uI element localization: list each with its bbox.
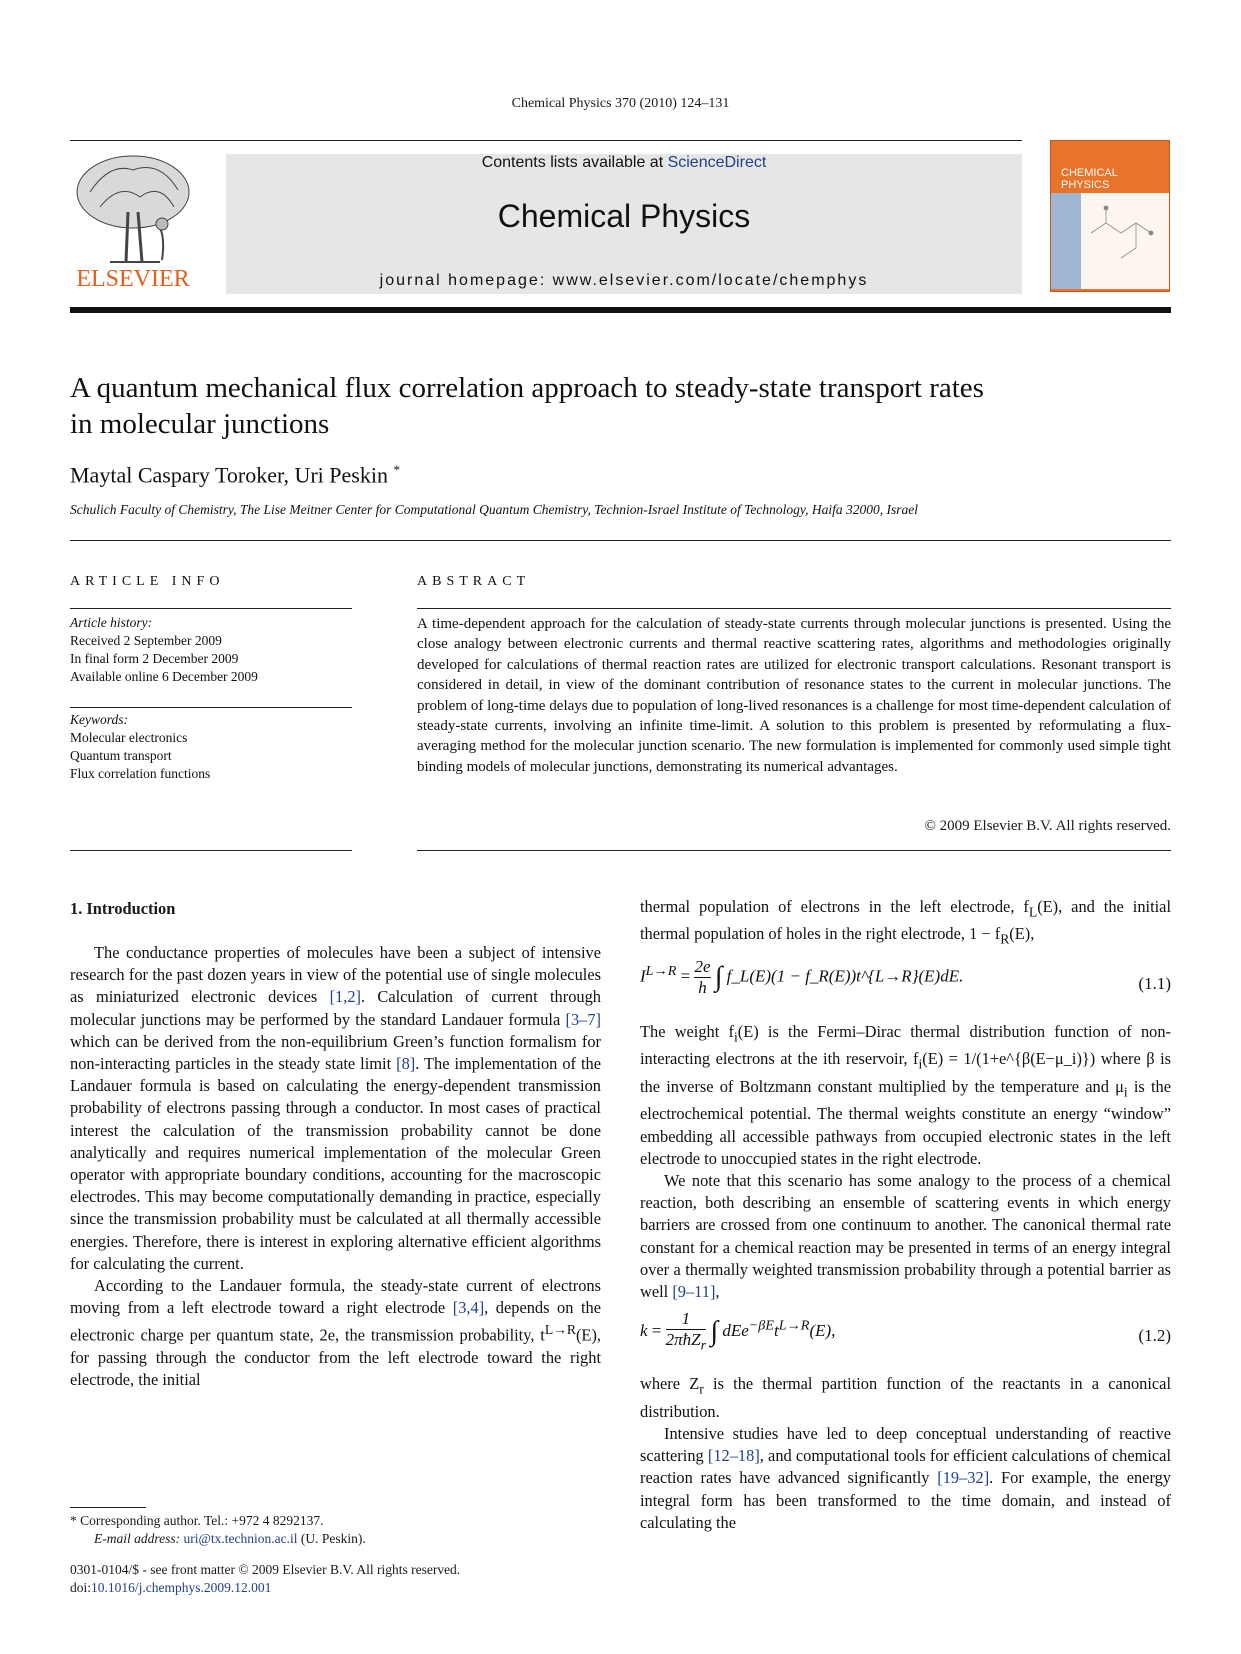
keywords-label: Keywords: [70, 712, 128, 727]
contents-prefix: Contents lists available at [481, 154, 668, 171]
footnote: * Corresponding author. Tel.: +972 4 8292137. E-mail address: uri@tx.technion.ac.il (U. Peskin). [70, 1513, 366, 1546]
keywords [70, 711, 210, 783]
keywords-rule [70, 707, 352, 708]
right-paragraph-0: thermal population of electrons in the left electrode, $f_L(E)$, and the initial thermal population of holes in the right electrode, $1 - f_R(E)$, [640, 897, 1172, 947]
history-label: Article history: [70, 615, 153, 630]
header-thick-rule [70, 307, 1171, 313]
citation-link[interactable]: [3,4] [452, 1298, 485, 1318]
history-item: In final form 2 December 2009 [70, 651, 239, 666]
cover-title: CHEMICAL PHYSICS [1061, 167, 1118, 191]
citation-link[interactable]: [3–7] [565, 1009, 601, 1029]
footnote-rule [70, 1507, 146, 1508]
cover-graphic-panel [1081, 193, 1169, 289]
equation-number: (1.1) [1138, 973, 1171, 993]
doi-link[interactable]: 10.1016/j.chemphys.2009.12.001 [91, 1580, 272, 1595]
article-title: A quantum mechanical flux correlation approach to steady-state transport rates in molecular junctions [70, 372, 984, 440]
citation-link[interactable]: [12–18] [707, 1446, 760, 1466]
right-paragraph-4: Intensive studies have led to deep conceptual understanding of reactive scattering [12–18], and computational tools for efficient calculations of chemical reaction rates have advanced significantly [19–32]. For example, the energy integral form has been transformed to the time domain, and instead of calculating the [640, 1423, 1172, 1532]
citation-link[interactable]: [8] [396, 1054, 416, 1074]
abstract-bottom-rule [417, 850, 1171, 851]
left-column [70, 942, 601, 1392]
keyword-item: Flux correlation functions [70, 766, 211, 781]
sciencedirect-link[interactable]: ScienceDirect [667, 154, 767, 171]
intro-paragraph-1: The conductance properties of molecules have been a subject of intensive research for the past dozen years in view of the potential use of single molecules as miniaturized electronic devices [1,2]. Calculation of current through molecular junctions may be performed by the standard Landauer formula [3–7] which can be derived from the non-equilibrium Green’s function formalism for non-interacting particles in the steady state limit [8]. The implementation of the Landauer formula is based on calculating the energy-dependent transmission probability of electrons passing through a conductor. In most cases of practical interest the calculation of the transmission probability cannot be done analytically and requires numerical implementation of the molecular Green operator with appropriate boundary conditions, accounting for the macroscopic electrodes. This may become computationally demanding in practice, especially since the transmission probability must be calculated at all thermally accessible energies. Therefore, there is interest in exploring alternative efficient algorithms for calculating the current. [70, 943, 601, 1273]
elsevier-wordmark: ELSEVIER [76, 266, 190, 292]
keyword-item: Molecular electronics [70, 730, 188, 745]
journal-homepage[interactable]: journal homepage: www.elsevier.com/locate/chemphys [379, 272, 869, 289]
contents-line [226, 154, 1022, 172]
article-info-heading: ARTICLE INFO [70, 574, 225, 589]
affiliation: Schulich Faculty of Chemistry, The Lise Meitner Center for Computational Quantum Chemistry, Technion-Israel Institute of Technology, Haifa 32000, Israel [70, 502, 918, 517]
keyword-item: Quantum transport [70, 748, 172, 763]
equation-1-1 [640, 951, 1171, 1021]
right-paragraph-2: We note that this scenario has some analogy to the process of a chemical reaction, both describing an ensemble of scattering events in which energy barriers are crossed from one continuum to another. The canonical thermal rate constant for a chemical reaction may be presented in terms of an energy integral over a thermally weighted transmission probability through a potential barrier as well [9–11], [640, 1171, 1171, 1302]
issn-footer [70, 1561, 460, 1597]
article-history [70, 614, 258, 686]
abstract-top-rule [417, 608, 1171, 609]
doi-line: doi:10.1016/j.chemphys.2009.12.001 [70, 1580, 272, 1595]
corresponding-author-mark[interactable]: * [393, 462, 400, 477]
equation-1-2 [640, 1303, 1171, 1373]
intro-paragraph-2: According to the Landauer formula, the steady-state current of electrons moving from a left electrode toward a right electrode [3,4], depends on the electronic charge per quantum state, 2e, the transmission probability, $t^{L\to R}(E)$, for passing through the conductor from the left electrode toward the right electrode, the initial [70, 1276, 601, 1390]
issn-line: 0301-0104/$ - see front matter © 2009 Elsevier B.V. All rights reserved. [70, 1562, 461, 1577]
equation-number: (1.2) [1138, 1326, 1171, 1346]
article-info-rule [70, 608, 352, 609]
journal-cover-thumbnail [1050, 140, 1170, 292]
right-column [640, 896, 1171, 1534]
equation-1-1-body: $I^{L\to R}$ = $\frac{2e}{h}$ ∫ f_L(E)(1 − f_R(E))t^{L→R}(E)dE. [640, 956, 964, 997]
citation-link[interactable]: [9–11] [672, 1282, 716, 1302]
abstract-heading: ABSTRACT [417, 574, 531, 589]
equation-1-2-body: k = 1 2πħZ$_r$ ∫ $dEe^{-\beta E}t^{L\to R}(E)$, [640, 1309, 836, 1354]
citation-link[interactable]: [19–32] [937, 1468, 990, 1488]
abstract-copyright: © 2009 Elsevier B.V. All rights reserved. [924, 818, 1171, 834]
running-head: Chemical Physics 370 (2010) 124–131 [511, 96, 730, 111]
authors: Maytal Caspary Toroker, Uri Peskin [70, 462, 388, 488]
abstract-text: A time-dependent approach for the calculation of steady-state currents through molecular junctions is presented. Using the close analogy between electronic currents and thermal reactive scattering rates, algorithms and methodologies originally developed for calculations of thermal reaction rates are utilized for electronic transport calculations. Resonant transport is considered in detail, in view of the dominant contribution of resonance states to the current in molecular junctions. The problem of long-time delays due to population of long-lived resonances is a challenge for most time-dependent calculation of steady-state currents, involving an infinite time-limit. A solution to this problem is presented by reformulating a flux-averaging method for the molecular junction scenario. The new formulation is implemented for commonly used simple tight binding models of molecular junctions, demonstrating its numerical advantages. [417, 616, 1171, 775]
journal-masthead [226, 154, 1022, 294]
citation-link[interactable]: [1,2] [329, 987, 361, 1007]
introduction-heading: 1. Introduction [70, 899, 176, 918]
author-list [70, 462, 400, 488]
journal-name: Chemical Physics [497, 198, 751, 234]
history-item: Received 2 September 2009 [70, 633, 222, 648]
history-item: Available online 6 December 2009 [70, 669, 258, 684]
affiliation-rule [70, 540, 1171, 541]
article-info-bottom-rule [70, 850, 352, 851]
email-link[interactable]: uri@tx.technion.ac.il [183, 1531, 298, 1546]
cover-molecule-graphic [1081, 193, 1169, 289]
top-rule [70, 140, 1022, 141]
cover-image-strip [1051, 193, 1081, 289]
right-paragraph-3: where $Z_r$ is the thermal partition function of the reactants in a canonical distribution. [640, 1374, 1171, 1421]
right-paragraph-1: The weight $f_i(E)$ is the Fermi–Dirac thermal distribution function of non-interacting electrons at the ith reservoir, $f_i(E)$ = 1/(1+e^{β(E−μ_i)}) where β is the inverse of Boltzmann constant multiplied by the temperature and $\mu_i$ is the electrochemical potential. The thermal weights constitute an energy “window” embedding all accessible pathways from occupied electronic states in the left electrode to unoccupied states in the right electrode. [640, 1021, 1172, 1168]
footnote-mark: * [70, 1513, 77, 1528]
